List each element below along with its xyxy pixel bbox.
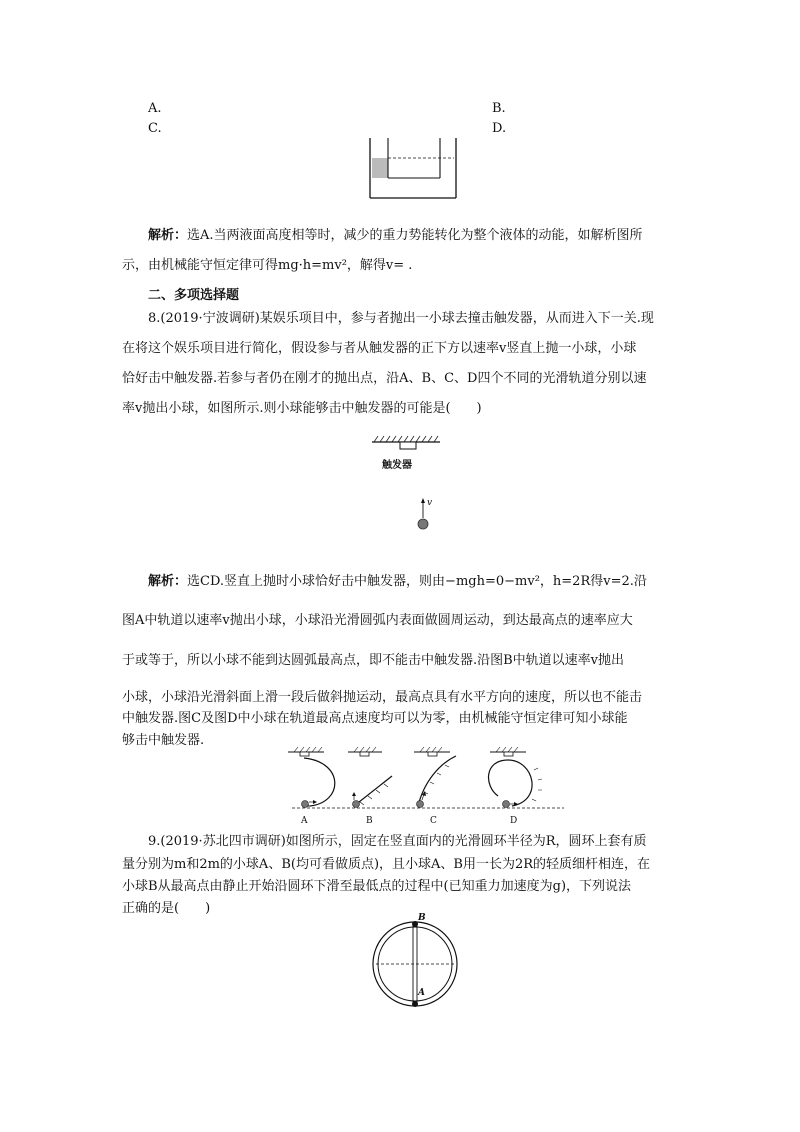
analysis-label: 解析： [148, 574, 188, 589]
q8-line1: 8.(2019·宁波调研)某娱乐项目中，参与者抛出一小球去撞击触发器，从而进入下一关.现 [148, 311, 654, 326]
velocity-label: v [427, 498, 433, 508]
trigger-figure [366, 432, 446, 532]
option-a: A. [148, 101, 162, 116]
analysis8-line5: 中触发器.图C及图D中小球在轨道最高点速度均可以为零，由机械能守恒定律可知小球能 [122, 711, 628, 726]
track-label-c: C [430, 816, 437, 826]
q9-line3: 小球B从最高点由静止开始沿圆环下滑至最低点的过程中(已知重力加速度为g)，下列说法 [122, 879, 632, 894]
section-title: 二、多项选择题 [148, 288, 240, 303]
ball-label-b: B [418, 913, 426, 923]
analysis8-line2: 图A中轨道以速率v抛出小球，小球沿光滑圆弧内表面做圆周运动，到达最高点的速率应大 [122, 613, 633, 628]
u-tube-figure [368, 138, 468, 200]
analysis8-line6: 够击中触发器. [122, 733, 205, 748]
trigger-label: 触发器 [382, 460, 412, 471]
q8-line3: 恰好击中触发器.若参与者仍在刚才的抛出点，沿A、B、C、D四个不同的光滑轨道分别以速 [122, 371, 647, 386]
q9-line2: 量分别为m和2m的小球A、B(均可看做质点)，且小球A、B用一长为2R的轻质细杆相连，在 [122, 857, 651, 872]
analysis-text: 选A.当两液面高度相等时，减少的重力势能转化为整个液体的动能，如解析图所 [187, 228, 643, 243]
analysis8-line4: 小球，小球沿光滑斜面上滑一段后做斜抛运动，最高点具有水平方向的速度，所以也不能击 [122, 690, 643, 705]
option-b: B. [492, 101, 506, 116]
ball-label-a: A [418, 988, 425, 998]
q8-line2: 在将这个娱乐项目进行简化，假设参与者从触发器的正下方以速率v竖直上抛一小球，小球 [122, 341, 637, 356]
analysis8-line3: 于或等于，所以小球不能到达圆弧最高点，即不能击中触发器.沿图B中轨道以速率v抛出 [122, 653, 625, 668]
inner-ring [378, 927, 452, 1001]
option-d: D. [492, 121, 507, 136]
track-d [489, 747, 542, 808]
q8-line4: 率v抛出小球，如图所示.则小球能够击中触发器的可能是( ) [122, 401, 482, 416]
track-c [414, 747, 456, 808]
ceiling-hatching [374, 436, 438, 442]
ring-figure [370, 918, 460, 1010]
q9-line1: 9.(2019·苏北四市调研)如图所示，固定在竖直面内的光滑圆环半径为R，圆环上套有质 [148, 834, 647, 849]
track-label-b: B [366, 816, 373, 826]
q9-line4: 正确的是( ) [122, 901, 211, 916]
analysis-text: 选CD.竖直上抛时小球恰好击中触发器，则由−mgh=0−mv²，h=2R得v=2.沿 [187, 574, 647, 589]
analysis8-line1 [148, 574, 647, 590]
tracks-figure [284, 742, 566, 826]
analysis7-line2: 示，由机械能守恒定律可得mg·h=mv²，解得v= . [122, 258, 413, 273]
analysis7-line1 [148, 228, 643, 244]
option-c: C. [148, 121, 162, 136]
track-b [348, 747, 392, 808]
analysis-label: 解析： [148, 228, 188, 243]
liquid-column-left [372, 158, 388, 178]
trigger-box [400, 442, 416, 449]
ball-a-icon [412, 1001, 418, 1007]
outer-ring [373, 922, 457, 1006]
ball-icon [418, 519, 428, 529]
track-a [288, 747, 335, 808]
track-label-d: D [510, 816, 518, 826]
track-label-a: A [301, 816, 308, 826]
